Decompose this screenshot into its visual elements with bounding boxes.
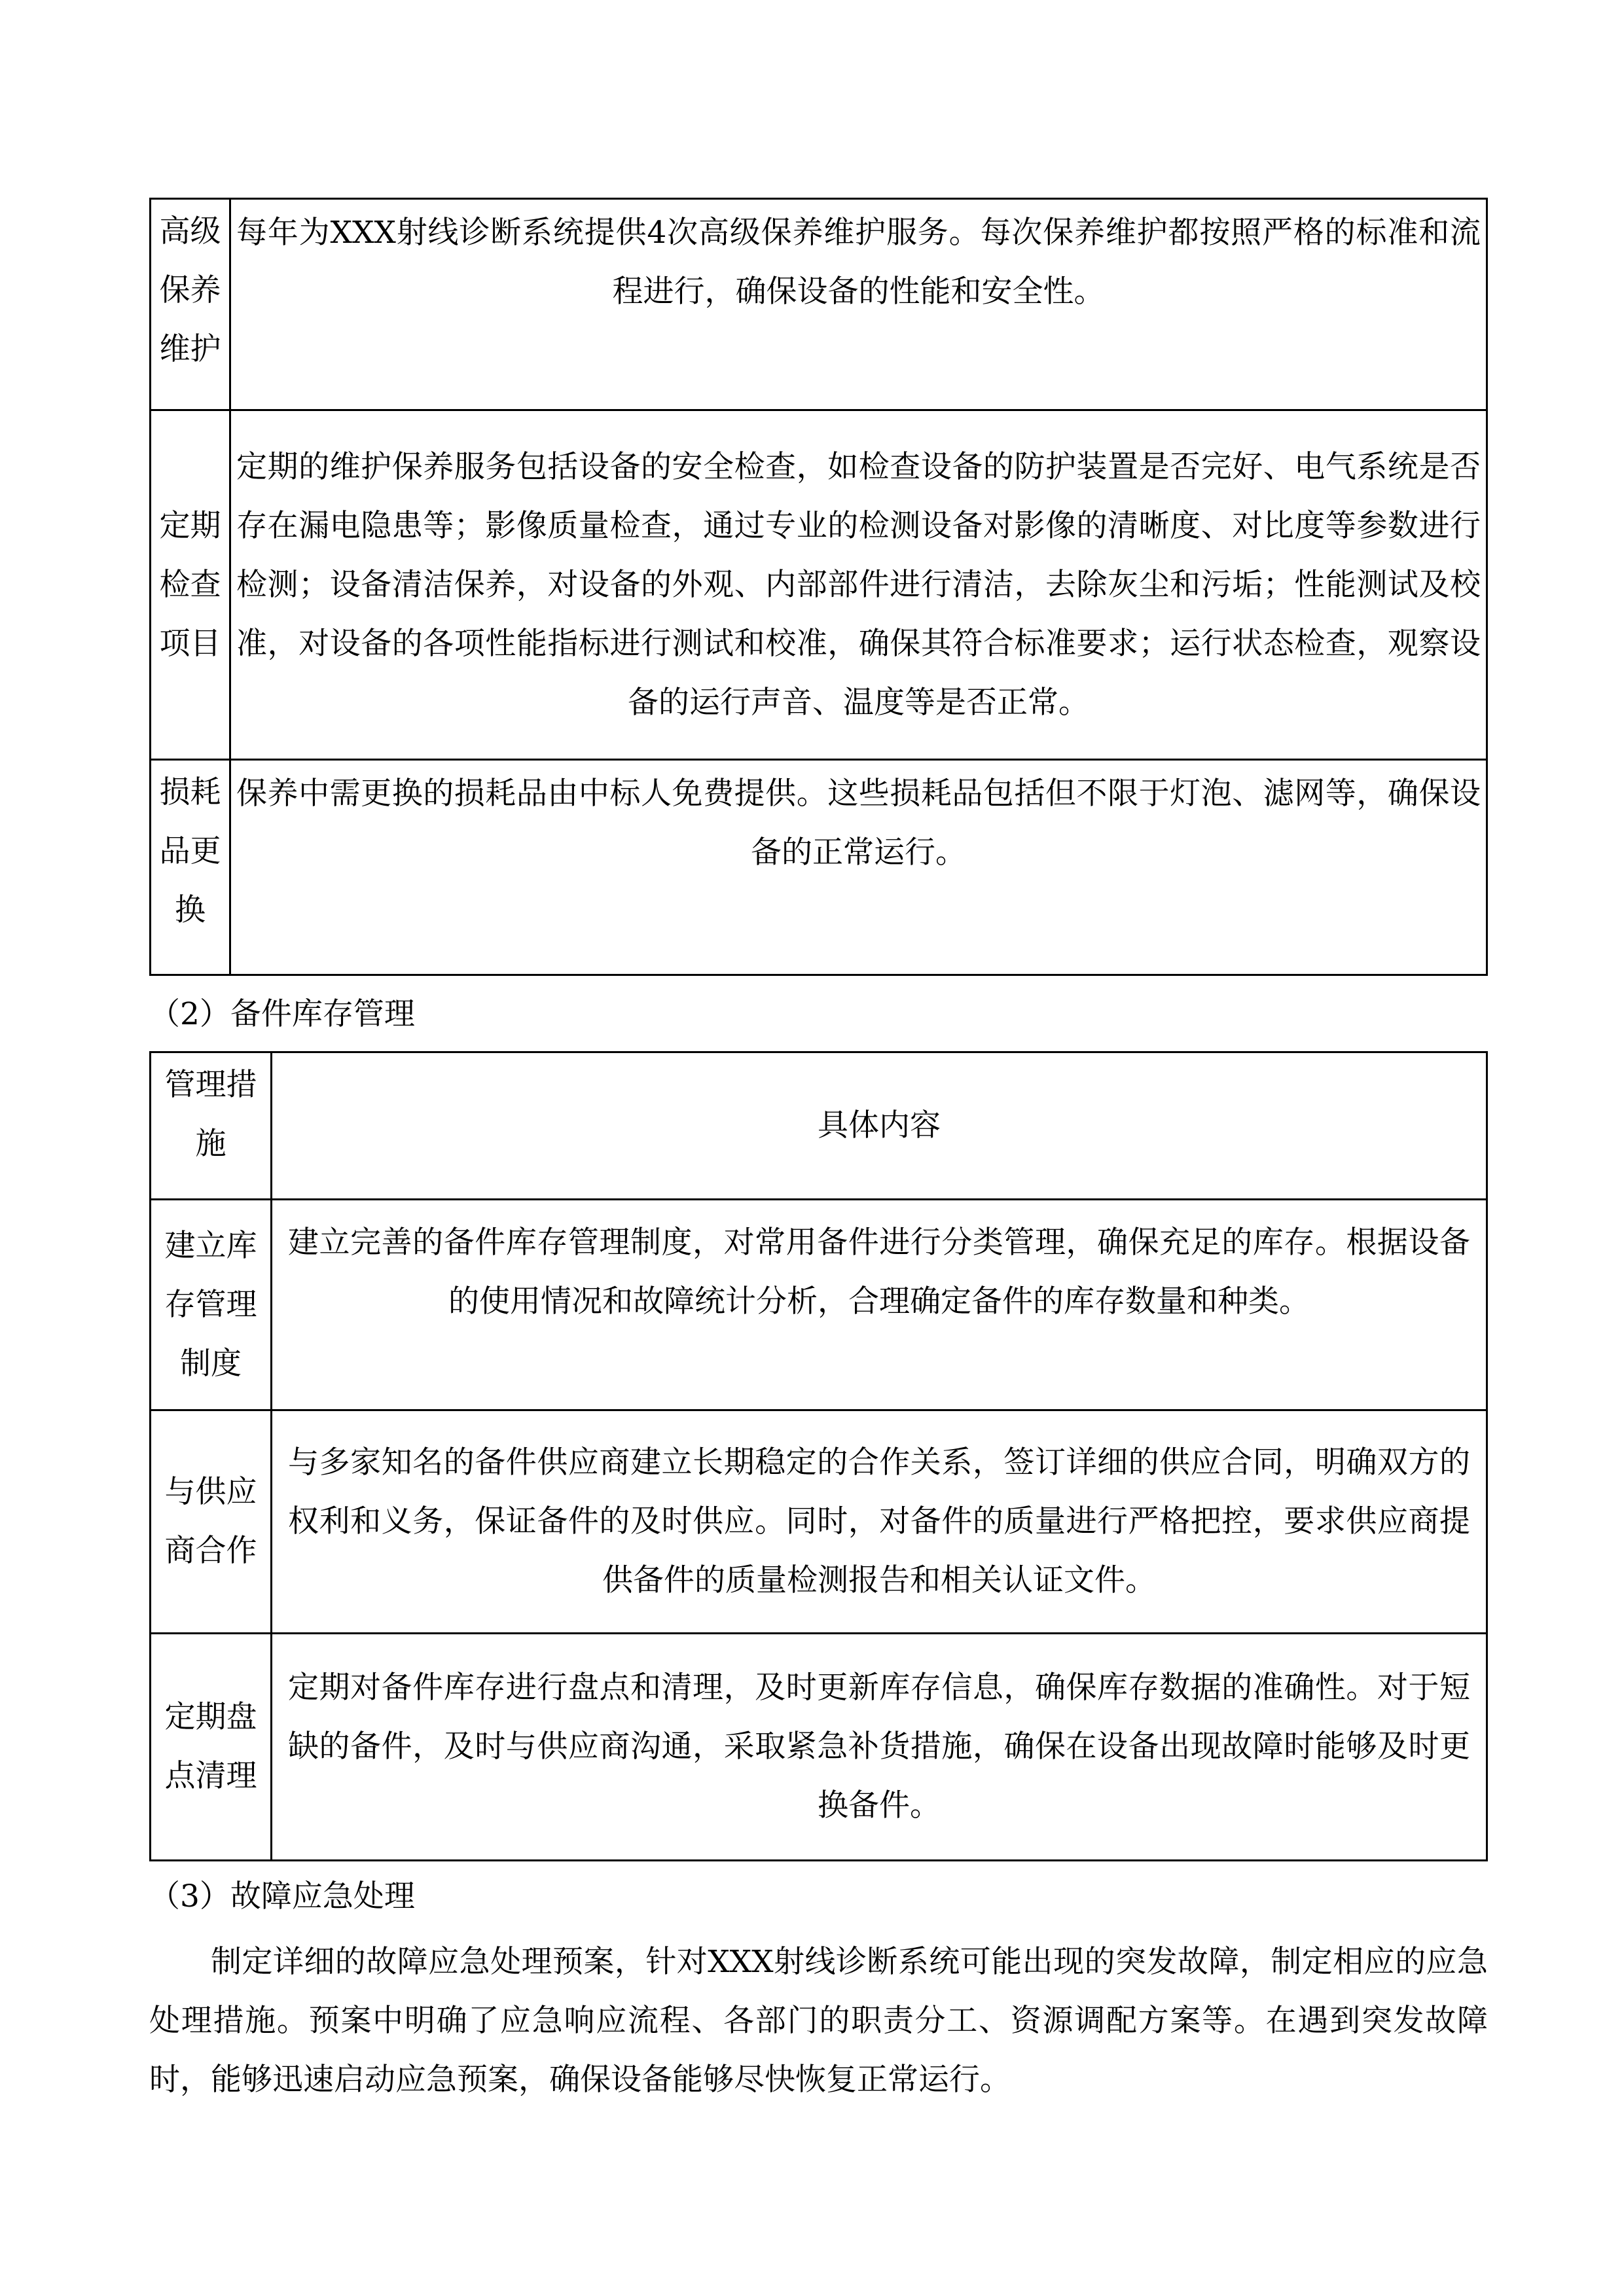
table-row xyxy=(151,410,1487,760)
table-row xyxy=(151,1634,1487,1861)
table-row xyxy=(151,1410,1487,1634)
row-content: 保养中需更换的损耗品由中标人免费提供。这些损耗品包括但不限于灯泡、滤网等，确保设备的正常运行。 xyxy=(230,760,1487,975)
header-label: 管理措施 xyxy=(151,1052,272,1200)
row-label: 损耗品更换 xyxy=(151,760,230,975)
table-header-row xyxy=(151,1052,1487,1200)
row-content: 建立完善的备件库存管理制度，对常用备件进行分类管理，确保充足的库存。根据设备的使用情况和故障统计分析，合理确定备件的库存数量和种类。 xyxy=(272,1200,1487,1410)
table-row xyxy=(151,760,1487,975)
spare-parts-table xyxy=(149,1051,1488,1861)
section-heading: （2）备件库存管理 xyxy=(149,996,415,1032)
paragraph: 制定详细的故障应急处理预案，针对XXX射线诊断系统可能出现的突发故障，制定相应的应急处理措施。预案中明确了应急响应流程、各部门的职责分工、资源调配方案等。在遇到突发故障时，能够迅速启动应急预案，确保设备能够尽快恢复正常运行。 xyxy=(149,1944,1488,2098)
row-content: 定期的维护保养服务包括设备的安全检查，如检查设备的防护装置是否完好、电气系统是否存在漏电隐患等；影像质量检查，通过专业的检测设备对影像的清晰度、对比度等参数进行检测；设备清洁保养，对设备的外观、内部部件进行清洁，去除灰尘和污垢；性能测试及校准，对设备的各项性能指标进行测试和校准，确保其符合标准要求；运行状态检查，观察设备的运行声音、温度等是否正常。 xyxy=(230,410,1487,760)
section-heading: （3）故障应急处理 xyxy=(149,1878,415,1914)
row-label: 与供应商合作 xyxy=(151,1410,272,1634)
table-row xyxy=(151,199,1487,410)
table-row xyxy=(151,1200,1487,1410)
row-label: 定期盘点清理 xyxy=(151,1634,272,1861)
row-label: 定期检查项目 xyxy=(151,410,230,760)
header-content: 具体内容 xyxy=(272,1052,1487,1200)
maintenance-table xyxy=(149,198,1488,976)
row-label: 高级保养维护 xyxy=(151,199,230,410)
row-content: 每年为XXX射线诊断系统提供4次高级保养维护服务。每次保养维护都按照严格的标准和流程进行，确保设备的性能和安全性。 xyxy=(230,199,1487,410)
row-content: 定期对备件库存进行盘点和清理，及时更新库存信息，确保库存数据的准确性。对于短缺的备件，及时与供应商沟通，采取紧急补货措施，确保在设备出现故障时能够及时更换备件。 xyxy=(272,1634,1487,1861)
row-content: 与多家知名的备件供应商建立长期稳定的合作关系，签订详细的供应合同，明确双方的权利和义务，保证备件的及时供应。同时，对备件的质量进行严格把控，要求供应商提供备件的质量检测报告和相关认证文件。 xyxy=(272,1410,1487,1634)
row-label: 建立库存管理制度 xyxy=(151,1200,272,1410)
